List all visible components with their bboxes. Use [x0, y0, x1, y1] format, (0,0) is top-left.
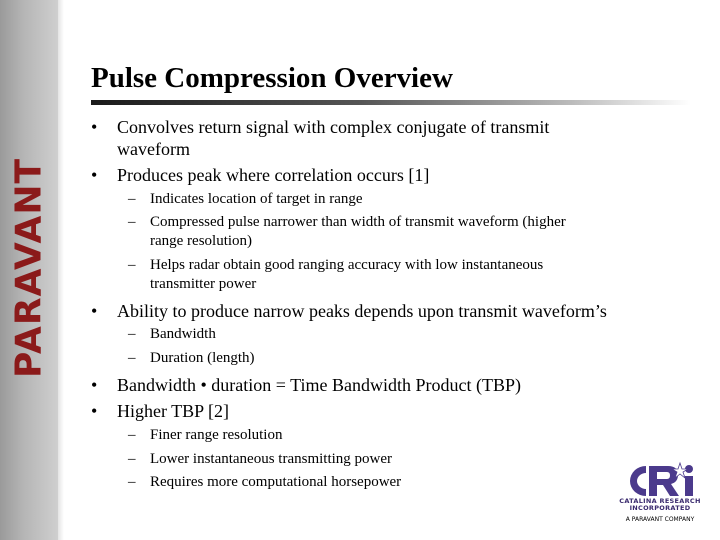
bullet-marker: •: [91, 301, 98, 321]
bullet-text: Ability to produce narrow peaks depends upon transmit waveform’s: [117, 301, 607, 321]
dash-marker: –: [128, 191, 136, 207]
dash-marker: –: [128, 326, 136, 342]
subbullet-line: range resolution): [150, 233, 253, 249]
subbullet-text: [150, 256, 543, 294]
subbullet-text: Indicates location of target in range: [150, 191, 363, 207]
dash-marker: –: [128, 214, 136, 230]
dash-marker: –: [128, 427, 136, 443]
subbullet-text: [150, 213, 566, 251]
title-underline: [91, 100, 691, 105]
subbullet-item: [128, 450, 608, 469]
cri-letter-c: [630, 466, 646, 496]
subbullet-line: Helps radar obtain good ranging accuracy with low instantaneous: [150, 257, 544, 273]
cri-name-line: CATALINA RESEARCH: [619, 497, 701, 505]
subbullet-item: [128, 190, 668, 209]
bullet-text: Higher TBP [2]: [117, 401, 229, 421]
subbullet-line: transmitter power: [150, 276, 257, 292]
bullet-marker: •: [91, 165, 98, 185]
bullet-marker: •: [91, 375, 98, 395]
bullet-item: [91, 300, 681, 322]
bullet-item: [91, 164, 651, 186]
bullet-text: Bandwidth • duration = Time Bandwidth Product (TBP): [117, 375, 521, 395]
subbullet-item: [128, 349, 668, 368]
subbullet-item: [128, 325, 668, 344]
bullet-line: Convolves return signal with complex conjugate of transmit: [117, 117, 550, 137]
dash-marker: –: [128, 257, 136, 273]
cri-tagline: A PARAVANT COMPANY: [625, 516, 695, 523]
cri-name-line: INCORPORATED: [629, 504, 691, 512]
bullet-item: [91, 400, 651, 422]
subbullet-text: Bandwidth: [150, 326, 216, 342]
bullet-text: Produces peak where correlation occurs [1]: [117, 165, 430, 185]
subbullet-text: Duration (length): [150, 350, 255, 366]
bullet-marker: •: [91, 117, 98, 137]
subbullet-item: [128, 256, 668, 294]
bullet-item: [91, 116, 651, 160]
dash-marker: –: [128, 474, 136, 490]
dash-marker: –: [128, 350, 136, 366]
sidebar-edge: [58, 0, 64, 540]
subbullet-item: [128, 213, 668, 251]
subbullet-text: Finer range resolution: [150, 427, 283, 443]
slide-title: Pulse Compression Overview: [91, 62, 453, 94]
subbullet-text: Requires more computational horsepower: [150, 474, 402, 490]
subbullet-item: [128, 426, 608, 445]
sidebar: [0, 0, 58, 540]
cri-logo: [618, 460, 700, 526]
bullet-line: waveform: [117, 139, 190, 159]
subbullet-line: Compressed pulse narrower than width of transmit waveform (higher: [150, 214, 566, 230]
dash-marker: –: [128, 451, 136, 467]
subbullet-text: Lower instantaneous transmitting power: [150, 451, 393, 467]
bullet-text: [117, 116, 549, 160]
cri-logo-mark: [622, 460, 700, 502]
bullet-marker: •: [91, 401, 98, 421]
bullet-item: [91, 374, 651, 396]
paravant-brand: PARAVANT: [8, 157, 50, 379]
subbullet-item: [128, 473, 608, 492]
cri-company-name: [618, 498, 702, 512]
